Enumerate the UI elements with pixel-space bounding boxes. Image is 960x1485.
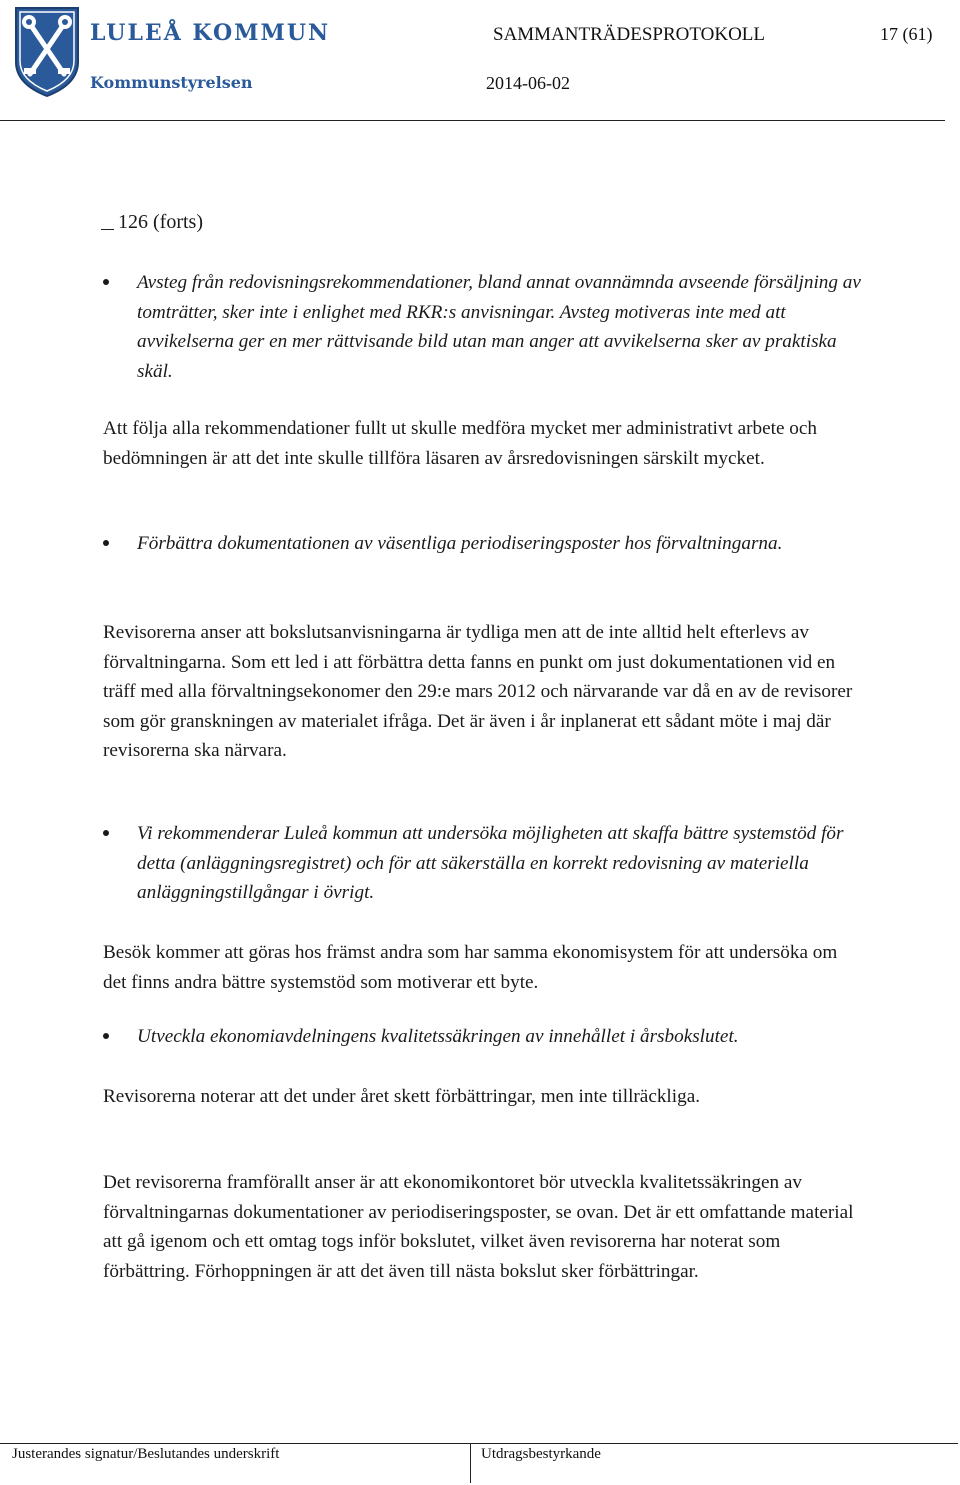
- bullet-item-quality-assurance: [103, 1022, 863, 1052]
- document-title: SAMMANTRÄDESPROTOKOLL: [493, 24, 766, 45]
- bullet-item-deviation: [103, 268, 863, 386]
- paragraph-auditor-opinion: [103, 1168, 863, 1286]
- bullet-marker: [103, 540, 109, 546]
- signature-label: Justerandes signatur/Beslutandes underskrift: [12, 1446, 280, 1462]
- paragraph-text: Revisorerna noterar att det under året skett förbättringar, men inte tillräckliga.: [103, 1086, 701, 1107]
- paragraph-text: Revisorerna anser att bokslutsanvisningarna är tydliga men att de inte alltid helt efterlevs av förvaltningarna. Som ett led i att förbättra detta fanns en punkt om just dokumentationen vid en träff med alla förvaltningsekonomer den 29:e mars 2012 och närvarande var då en av de revisorer som gör granskningen av materialet ifråga. Det är även i år inplanerat ett sådant möte i maj där revisorerna ska närvara.: [103, 622, 853, 761]
- paragraph-text: Att följa alla rekommendationer fullt ut skulle medföra mycket mer administrativt arbete och bedömningen är att det inte skulle tillföra läsaren av årsredovisningen särskilt mycket.: [103, 418, 817, 469]
- paragraph-text: Det revisorerna framförallt anser är att ekonomikontoret bör utveckla kvalitetssäkringen av förvaltningarnas dokumentationer av periodiseringsposter, se ovan. Det är ett omfattande material att gå igenom och ett omtag togs inför bokslutet, vilket även revisorerna har noterat som förbättring. Förhoppningen är att det även till nästa bokslut sker förbättringar.: [103, 1172, 854, 1282]
- bullet-item-system-support: [103, 819, 863, 908]
- bullet-marker: [103, 279, 109, 285]
- section-mark: [101, 211, 114, 230]
- paragraph-visits: [103, 938, 863, 997]
- bullet-text: Vi rekommenderar Luleå kommun att undersöka möjligheten att skaffa bättre systemstöd för detta (anläggningsregistret) och för att säkerställa en korrekt redovisning av materiella anläggningstillgångar i övrigt.: [137, 823, 844, 903]
- extract-certification-label: Utdragsbestyrkande: [481, 1446, 601, 1462]
- paragraph-text: Besök kommer att göras hos främst andra som har samma ekonomisystem för att undersöka om det finns andra bättre systemstöd som motiverar ett byte.: [103, 942, 838, 993]
- committee-name: Kommunstyrelsen: [90, 73, 253, 92]
- bullet-marker: [103, 1033, 109, 1039]
- bullet-text: Förbättra dokumentationen av väsentliga periodiseringsposter hos förvaltningarna.: [137, 533, 783, 554]
- municipality-crest-logo: [12, 4, 82, 98]
- paragraph-improvements: [103, 1082, 863, 1112]
- section-number-label: 126 (forts): [118, 211, 203, 233]
- header-divider: [0, 120, 945, 121]
- page-number: 17 (61): [880, 24, 933, 44]
- meeting-date: 2014-06-02: [486, 73, 570, 93]
- footer-column-divider: [470, 1443, 471, 1483]
- bullet-marker: [103, 830, 109, 836]
- bullet-text: Utveckla ekonomiavdelningens kvalitetssäkringen av innehållet i årsbokslutet.: [137, 1026, 739, 1047]
- section-heading: [101, 211, 203, 234]
- paragraph-recommendations: [103, 414, 863, 473]
- organization-name: LULEÅ KOMMUN: [90, 20, 331, 46]
- bullet-item-documentation: [103, 529, 863, 559]
- bullet-text: Avsteg från redovisningsrekommendationer, bland annat ovannämnda avseende försäljning av tomträtter, sker inte i enlighet med RKR:s anvisningar. Avsteg motiveras inte med att avvikelserna ger en mer rättvisande bild utan man anger att avvikelserna sker av praktiska skäl.: [137, 272, 861, 382]
- paragraph-closing-instructions: [103, 618, 863, 766]
- footer-divider: [0, 1443, 958, 1444]
